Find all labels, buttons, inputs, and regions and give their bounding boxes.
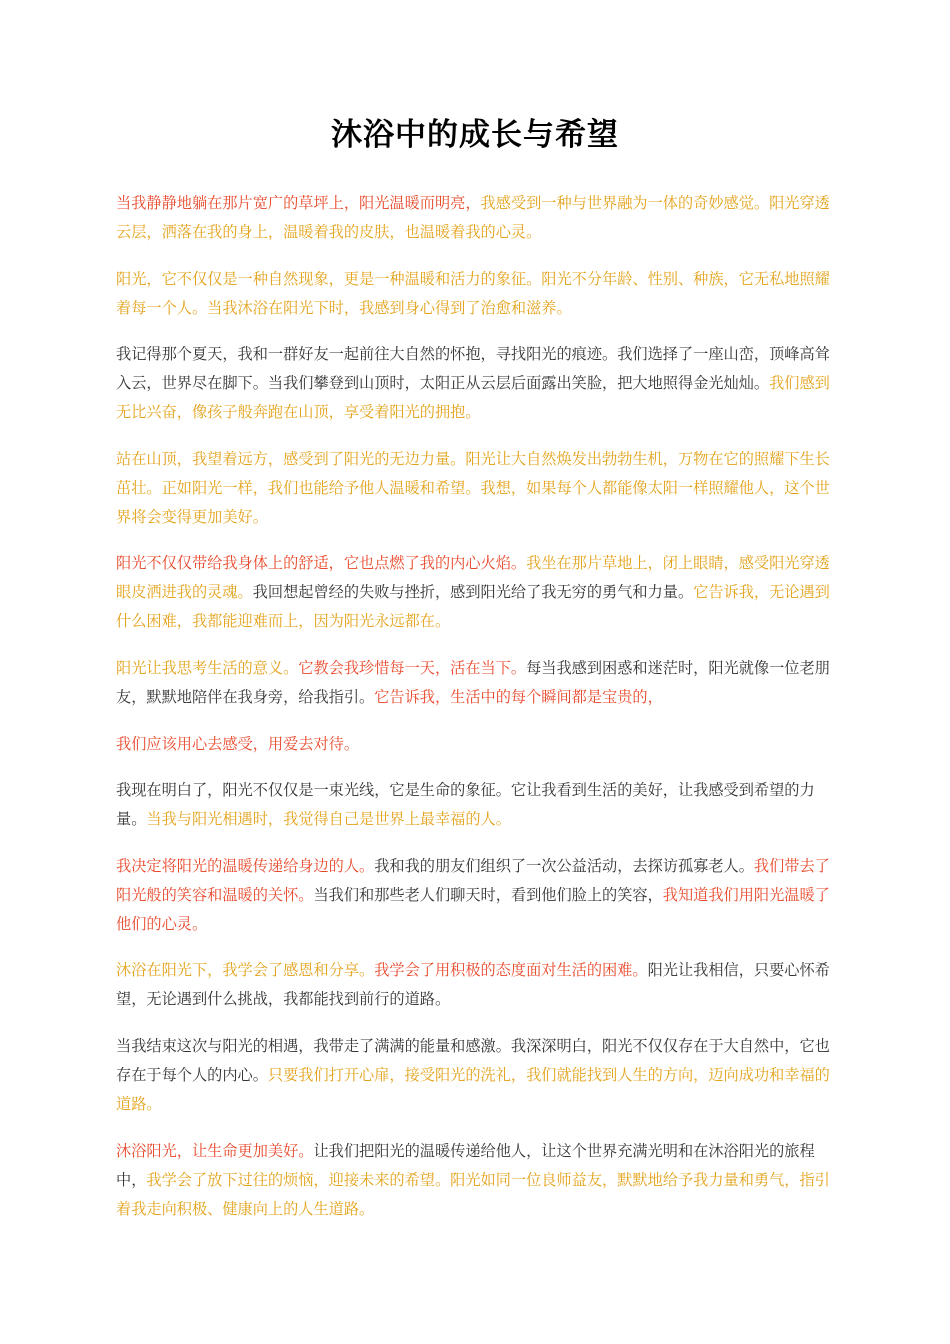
text-run: 阳光，它不仅仅是一种自然现象，更是一种温暖和活力的象征。阳光不分年龄、性别、种族，它无私地照耀着每一个人。当我沐浴在阳光下时，我感到身心得到了治愈和滋养。 (116, 270, 830, 317)
text-run: 让我们把阳光的温暖传递给他人，让这个世界充满光明和在沐浴阳光的旅程中， (116, 1142, 815, 1189)
text-run: 每当我感到困惑和迷茫时，阳光就像一位老朋友，默默地陪伴在我身旁，给我指引。 (116, 659, 830, 706)
text-run: 它告诉我，生活中的每个瞬间都是宝贵的， (374, 688, 663, 706)
text-run: 站在山顶，我望着远方，感受到了阳光的无边力量。阳光让大自然焕发出勃勃生机，万物在它的照耀下生长茁壮。正如阳光一样，我们也能给予他人温暖和希望。我想，如果每个人都能像太阳一样照耀他人，这个世界将会变得更加美好。 (116, 450, 830, 526)
paragraph (116, 654, 836, 712)
text-run: 沐浴阳光，让生命更加美好。 (116, 1142, 314, 1160)
text-run: 我感受到一种与世界融为一体的奇妙感觉。阳光穿透云层，洒落在我的身上，温暖着我的皮肤，也温暖着我的心灵。 (116, 194, 830, 241)
paragraph (116, 549, 836, 636)
text-run: 我学会了用积极的态度面对生活的困难。 (374, 961, 648, 979)
paragraph (116, 730, 836, 759)
text-run: 阳光让我思考生活的意义。 (116, 659, 299, 677)
paragraph (116, 776, 836, 834)
text-run: 沐浴在阳光下，我学会了感恩和分享。 (116, 961, 375, 979)
text-run: 我们感到无比兴奋，像孩子般奔跑在山顶，享受着阳光的拥抱。 (116, 374, 830, 421)
paragraph (116, 445, 836, 532)
paragraph (116, 1137, 836, 1224)
text-run: 我坐在那片草地上，闭上眼睛，感受阳光穿透眼皮洒进我的灵魂。 (116, 554, 830, 601)
paragraph (116, 852, 836, 939)
text-run: 当我与阳光相遇时，我觉得自己是世界上最幸福的人。 (146, 810, 511, 828)
text-run: 我们应该用心去感受，用爱去对待。 (116, 735, 359, 753)
text-run: 我们带去了阳光般的笑容和温暖的关怀。 (116, 857, 830, 904)
paragraph (116, 265, 836, 323)
text-run: 当我们和那些老人们聊天时，看到他们脸上的笑容， (313, 886, 663, 904)
text-run: 我决定将阳光的温暖传递给身边的人。 (116, 857, 375, 875)
text-run: 我学会了放下过往的烦恼，迎接未来的希望。阳光如同一位良师益友，默默地给予我力量和勇气，指引着我走向积极、健康向上的人生道路。 (116, 1171, 830, 1218)
text-run: 我记得那个夏天，我和一群好友一起前往大自然的怀抱，寻找阳光的痕迹。我们选择了一座山峦，顶峰高耸入云，世界尽在脚下。当我们攀登到山顶时，太阳正从云层后面露出笑脸，把大地照得金光灿灿。 (116, 345, 830, 392)
text-run: 当我结束这次与阳光的相遇，我带走了满满的能量和感激。我深深明白，阳光不仅仅存在于大自然中，它也存在于每个人的内心。 (116, 1037, 830, 1084)
paragraph (116, 956, 836, 1014)
text-run: 它告诉我，无论遇到什么困难，我都能迎难而上，因为阳光永远都在。 (116, 583, 830, 630)
paragraph (116, 189, 836, 247)
text-run: 我现在明白了，阳光不仅仅是一束光线，它是生命的象征。它让我看到生活的美好，让我感受到希望的力量。 (116, 781, 815, 828)
text-run: 阳光不仅仅带给我身体上的舒适，它也点燃了我的内心火焰。 (116, 554, 527, 572)
text-run: 只要我们打开心扉，接受阳光的洗礼，我们就能找到人生的方向，迈向成功和幸福的道路。 (116, 1066, 830, 1113)
text-run: 我和我的朋友们组织了一次公益活动，去探访孤寡老人。 (374, 857, 754, 875)
text-run: 它教会我珍惜每一天，活在当下。 (298, 659, 527, 677)
text-run: 阳光让我相信，只要心怀希望，无论遇到什么挑战，我都能找到前行的道路。 (116, 961, 830, 1008)
text-run: 当我静静地躺在那片宽广的草坪上，阳光温暖而明亮， (116, 194, 481, 212)
paragraph (116, 1032, 836, 1119)
text-run: 我回想起曾经的失败与挫折，感到阳光给了我无穷的勇气和力量。 (252, 583, 694, 601)
document-title: 沐浴中的成长与希望 (331, 117, 619, 153)
text-run: 我知道我们用阳光温暖了他们的心灵。 (116, 886, 830, 933)
paragraph (116, 340, 836, 427)
